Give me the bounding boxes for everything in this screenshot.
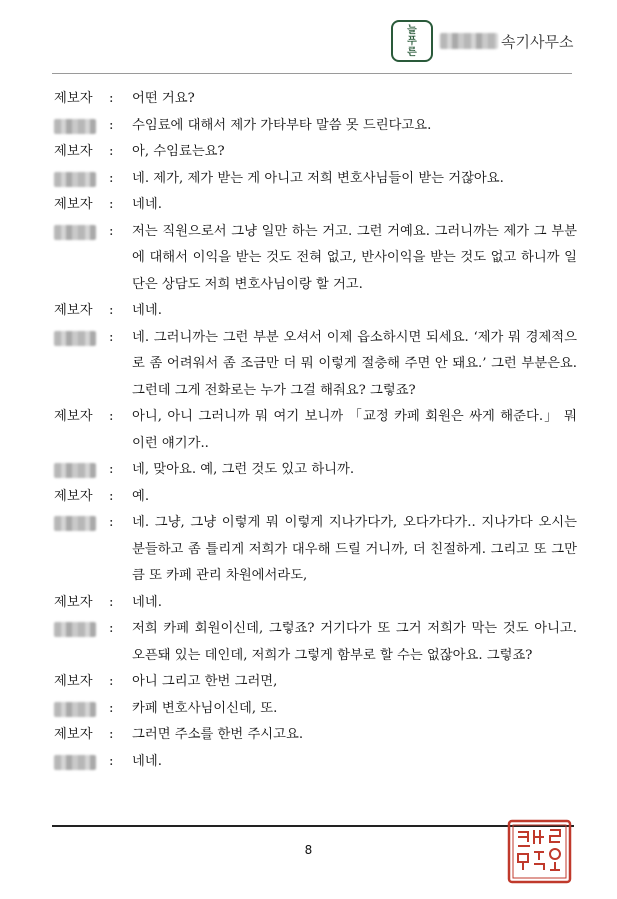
redaction-blur xyxy=(54,755,96,770)
speaker-colon: : xyxy=(109,700,114,716)
utterance-text: 아니 그리고 한번 그러면, xyxy=(132,674,278,689)
speaker-label: 제보자 xyxy=(54,409,93,424)
transcript-row xyxy=(0,696,617,723)
transcript-row xyxy=(0,590,617,617)
transcript-row xyxy=(0,86,617,113)
redacted-speaker-label xyxy=(54,325,104,352)
utterance-text: 카페 변호사님이신데, 또. xyxy=(132,700,278,716)
speaker-colon: : xyxy=(109,674,114,689)
speaker-label: 제보자 xyxy=(54,197,93,212)
redaction-blur xyxy=(54,225,96,240)
transcript-row xyxy=(0,484,617,511)
transcript-row xyxy=(0,457,617,484)
transcript-row xyxy=(0,722,617,749)
speaker-colon: : xyxy=(109,91,114,106)
redacted-speaker-label xyxy=(54,219,104,246)
transcript-row xyxy=(0,166,617,193)
utterance-text: 네. 그냥, 그냥 이렇게 뭐 이렇게 지나가다가, 오다가다가.. 지나가다 오시는 분들하고 좀 틀리게 저희가 대우해 드릴 거니까, 더 친절하게. 그리고 또 그만큼 또 카페 관리 차원에서라도, xyxy=(132,515,577,583)
speaker-label: 제보자 xyxy=(54,727,93,742)
redacted-speaker-label xyxy=(54,749,104,776)
utterance-text: 수임료에 대해서 제가 가타부타 말씀 못 드린다고요. xyxy=(132,117,432,133)
transcript-row xyxy=(0,669,617,696)
utterance-text: 아, 수임료는요? xyxy=(132,144,225,159)
utterance-text: 그러면 주소를 한번 주시고요. xyxy=(132,727,304,742)
transcript-row xyxy=(0,192,617,219)
speaker-colon: : xyxy=(109,594,114,610)
speaker-colon: : xyxy=(109,329,114,345)
speaker-label: 제보자 xyxy=(54,594,93,610)
transcript-row xyxy=(0,139,617,166)
utterance-text: 예. xyxy=(132,488,150,504)
redacted-speaker-label xyxy=(54,457,104,484)
transcript xyxy=(0,86,617,775)
logo-char: 푸 xyxy=(407,35,417,47)
utterance-text: 네. 그러니까는 그런 부분 오셔서 이제 읍소하시면 되세요. ‘제가 뭐 경제적으로 좀 어려워서 좀 조금만 더 뭐 이렇게 절충해 주면 안 돼요.’ 그런 부분은요. 그런데 그게 전화로는 누가 그걸 해줘요? 그렇죠? xyxy=(132,329,577,398)
office-seal-stamp xyxy=(506,818,573,885)
page-number: 8 xyxy=(304,843,313,857)
transcript-row xyxy=(0,510,617,590)
speaker-colon: : xyxy=(109,488,114,504)
utterance-text: 네. 제가, 제가 받는 게 아니고 저희 변호사님들이 받는 거잖아요. xyxy=(132,170,504,186)
utterance-text: 네네. xyxy=(132,197,162,212)
redacted-office-prefix xyxy=(440,33,498,49)
redaction-blur xyxy=(54,331,96,346)
redaction-blur xyxy=(54,119,96,134)
speaker-label: 제보자 xyxy=(54,674,93,689)
footer-divider xyxy=(52,825,574,827)
utterance-text: 저희 카페 회원이신데, 그렇죠? 거기다가 또 그거 저희가 막는 것도 아니고. 오픈돼 있는 데인데, 저희가 그렇게 함부로 할 수는 없잖아요. 그렇죠? xyxy=(132,621,577,663)
speaker-colon: : xyxy=(109,303,114,318)
speaker-colon: : xyxy=(109,727,114,742)
speaker-label: 제보자 xyxy=(54,303,93,318)
transcript-row xyxy=(0,113,617,140)
redacted-speaker-label xyxy=(54,616,104,643)
office-header xyxy=(440,30,573,52)
logo-char: 늘 xyxy=(407,24,417,36)
redacted-speaker-label xyxy=(54,113,104,140)
speaker-colon: : xyxy=(109,144,114,159)
redaction-blur xyxy=(54,622,96,637)
utterance-text: 네네. xyxy=(132,303,162,318)
transcript-row xyxy=(0,616,617,669)
redacted-speaker-label xyxy=(54,696,104,723)
transcript-row xyxy=(0,404,617,457)
logo-char: 른 xyxy=(407,46,417,58)
utterance-text: 저는 직원으로서 그냥 일만 하는 거고. 그런 거예요. 그러니까는 제가 그 부분에 대해서 이익을 받는 것도 전혀 없고, 반사이익을 받는 것도 없고 하니까 일단은 상담도 저희 변호사님이랑 할 거고. xyxy=(132,223,577,292)
speaker-colon: : xyxy=(109,515,114,530)
transcript-row xyxy=(0,298,617,325)
utterance-text: 아니, 아니 그러니까 뭐 여기 보니까 「교정 카페 회원은 싸게 해준다.」 뭐 이런 얘기가.. xyxy=(132,409,577,451)
speaker-colon: : xyxy=(109,621,114,636)
header-divider xyxy=(52,73,572,74)
utterance-text: 네, 맞아요. 예, 그런 것도 있고 하니까. xyxy=(132,462,355,477)
redacted-speaker-label xyxy=(54,166,104,193)
redaction-blur xyxy=(54,702,96,717)
transcript-row xyxy=(0,325,617,405)
redaction-blur xyxy=(54,516,96,531)
speaker-colon: : xyxy=(109,462,114,477)
office-logo xyxy=(391,20,433,62)
speaker-colon: : xyxy=(109,409,114,424)
utterance-text: 어떤 거요? xyxy=(132,91,195,106)
speaker-label: 제보자 xyxy=(54,91,93,106)
speaker-label: 제보자 xyxy=(54,144,93,159)
redaction-blur xyxy=(54,463,96,478)
office-name: 속기사무소 xyxy=(501,32,574,51)
speaker-label: 제보자 xyxy=(54,488,93,504)
transcript-row xyxy=(0,749,617,776)
speaker-colon: : xyxy=(109,223,114,239)
redaction-blur xyxy=(54,172,96,187)
speaker-colon: : xyxy=(109,753,114,769)
transcript-row xyxy=(0,219,617,299)
speaker-colon: : xyxy=(109,117,114,133)
utterance-text: 네네. xyxy=(132,753,162,769)
speaker-colon: : xyxy=(109,170,114,186)
utterance-text: 네네. xyxy=(132,594,162,610)
speaker-colon: : xyxy=(109,197,114,212)
redacted-speaker-label xyxy=(54,510,104,537)
